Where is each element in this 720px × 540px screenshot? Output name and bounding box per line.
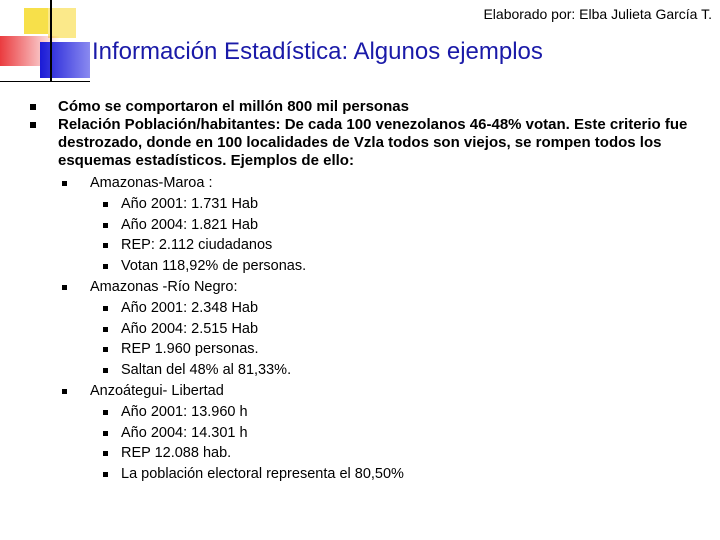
examples-list xyxy=(62,173,690,485)
square-bullet-icon xyxy=(30,104,36,110)
main-bullet-list xyxy=(30,98,690,485)
square-bullet-icon xyxy=(103,327,108,332)
detail-item xyxy=(90,464,690,485)
detail-text: Año 2004: 1.821 Hab xyxy=(121,216,259,233)
example-label: Anzoátegui- Libertad xyxy=(90,382,224,399)
square-bullet-icon xyxy=(103,431,108,436)
detail-text: REP 12.088 hab. xyxy=(121,445,232,462)
bullet-text: Cómo se comportaron el millón 800 mil personas xyxy=(58,98,409,115)
detail-item xyxy=(90,423,690,444)
detail-item xyxy=(90,215,690,236)
bullet-item xyxy=(30,98,690,116)
author-credit: Elaborado por: Elba Julieta García T. xyxy=(483,6,712,22)
decor-horizontal-line xyxy=(0,81,90,82)
square-bullet-icon xyxy=(62,285,67,290)
square-bullet-icon xyxy=(103,306,108,311)
detail-item xyxy=(90,443,690,464)
detail-text: Año 2001: 13.960 h xyxy=(121,403,248,420)
detail-item xyxy=(90,256,690,277)
detail-item xyxy=(90,298,690,319)
decor-yellow-square xyxy=(24,8,48,34)
example-label: Amazonas -Río Negro: xyxy=(90,278,238,295)
square-bullet-icon xyxy=(62,181,67,186)
decor-vertical-line xyxy=(50,0,52,82)
detail-text: Año 2001: 1.731 Hab xyxy=(121,195,259,212)
slide-title: Información Estadística: Algunos ejemplos xyxy=(92,38,543,65)
square-bullet-icon xyxy=(103,243,108,248)
example-item xyxy=(62,381,690,485)
detail-item xyxy=(90,339,690,360)
example-details xyxy=(90,298,690,381)
detail-item xyxy=(90,194,690,215)
detail-text: Saltan del 48% al 81,33%. xyxy=(121,362,292,379)
detail-text: Año 2004: 14.301 h xyxy=(121,424,248,441)
square-bullet-icon xyxy=(103,368,108,373)
square-bullet-icon xyxy=(103,264,108,269)
detail-text: REP: 2.112 ciudadanos xyxy=(121,237,273,254)
square-bullet-icon xyxy=(103,472,108,477)
example-details xyxy=(90,194,690,277)
square-bullet-icon xyxy=(103,451,108,456)
detail-item xyxy=(90,402,690,423)
square-bullet-icon xyxy=(103,410,108,415)
detail-text: Votan 118,92% de personas. xyxy=(121,258,307,275)
detail-item xyxy=(90,235,690,256)
detail-text: Año 2004: 2.515 Hab xyxy=(121,320,259,337)
detail-text: REP 1.960 personas. xyxy=(121,341,259,358)
square-bullet-icon xyxy=(30,122,36,128)
detail-text: Año 2001: 2.348 Hab xyxy=(121,299,259,316)
square-bullet-icon xyxy=(103,202,108,207)
square-bullet-icon xyxy=(103,223,108,228)
detail-item xyxy=(90,360,690,381)
square-bullet-icon xyxy=(62,389,67,394)
example-item xyxy=(62,277,690,381)
slide-content xyxy=(30,98,690,485)
example-details xyxy=(90,402,690,485)
bullet-item xyxy=(30,116,690,485)
example-label: Amazonas-Maroa : xyxy=(90,175,213,191)
detail-item xyxy=(90,319,690,340)
example-item xyxy=(62,173,690,277)
detail-text: La población electoral representa el 80,50% xyxy=(121,466,404,483)
square-bullet-icon xyxy=(103,347,108,352)
decor-blue-square xyxy=(40,42,90,78)
decor-yellow-square-light xyxy=(48,8,76,38)
bullet-text: Relación Población/habitantes: De cada 100 venezolanos 46-48% votan. Este criterio fue destrozado, donde en 100 localidades de Vzla todos son viejos, se rompen todos los esquemas estadísticos. Ejemplos de ello: xyxy=(58,116,688,169)
